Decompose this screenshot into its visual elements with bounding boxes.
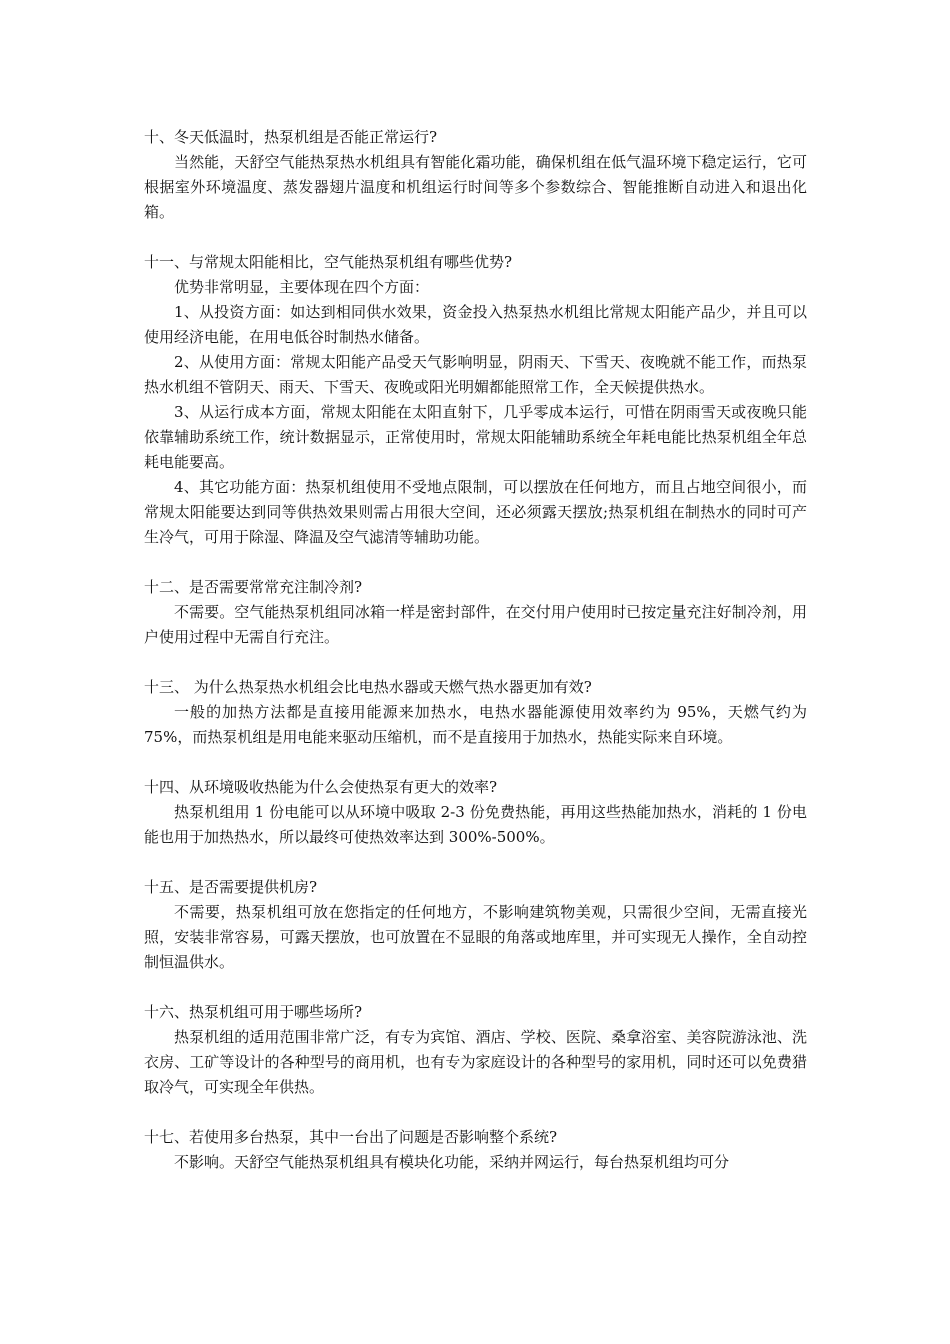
paragraph: 3、从运行成本方面，常规太阳能在太阳直射下，几乎零成本运行，可惜在阴雨雪天或夜晚只能依靠辅助系统工作，统计数据显示，正常使用时，常规太阳能辅助系统全年耗电能比热泵机组全年总耗电能要高。 xyxy=(144,403,807,471)
faq-section-11 xyxy=(144,250,807,550)
section-heading: 十六、热泵机组可用于哪些场所? xyxy=(144,1003,363,1021)
faq-section-16 xyxy=(144,1000,807,1100)
paragraph: 优势非常明显，主要体现在四个方面： xyxy=(174,278,430,296)
faq-section-10 xyxy=(144,125,807,225)
section-heading: 十、冬天低温时，热泵机组是否能正常运行? xyxy=(144,128,438,146)
paragraph: 当然能，天舒空气能热泵热水机组具有智能化霜功能，确保机组在低气温环境下稳定运行，它可根据室外环境温度、蒸发器翅片温度和机组运行时间等多个参数综合、智能推断自动进入和退出化箱。 xyxy=(144,153,807,221)
section-heading: 十七、若使用多台热泵，其中一台出了问题是否影响整个系统? xyxy=(144,1128,558,1146)
faq-section-12 xyxy=(144,575,807,650)
paragraph: 2、从使用方面：常规太阳能产品受天气影响明显，阴雨天、下雪天、夜晚就不能工作，而热泵热水机组不管阴天、雨天、下雪天、夜晚或阳光明媚都能照常工作，全天候提供热水。 xyxy=(144,353,807,396)
paragraph: 热泵机组用 1 份电能可以从环境中吸取 2-3 份免费热能，再用这些热能加热水，消耗的 1 份电能也用于加热热水，所以最终可使热效率达到 300%-500%。 xyxy=(144,803,807,846)
paragraph: 4、其它功能方面：热泵机组使用不受地点限制，可以摆放在任何地方，而且占地空间很小，而常规太阳能要达到同等供热效果则需占用很大空间，还必须露天摆放;热泵机组在制热水的同时可产生冷气，可用于除湿、降温及空气滤清等辅助功能。 xyxy=(144,478,807,546)
paragraph: 热泵机组的适用范围非常广泛，有专为宾馆、酒店、学校、医院、桑拿浴室、美容院游泳池、洗衣房、工矿等设计的各种型号的商用机，也有专为家庭设计的各种型号的家用机，同时还可以免费猎取冷气，可实现全年供热。 xyxy=(144,1028,807,1096)
faq-section-13 xyxy=(144,675,807,750)
section-heading: 十一、与常规太阳能相比，空气能热泵机组有哪些优势? xyxy=(144,253,513,271)
section-heading: 十五、是否需要提供机房? xyxy=(144,878,318,896)
faq-section-14 xyxy=(144,775,807,850)
section-heading: 十四、从环境吸收热能为什么会使热泵有更大的效率? xyxy=(144,778,498,796)
faq-section-15 xyxy=(144,875,807,975)
paragraph: 1、从投资方面：如达到相同供水效果，资金投入热泵热水机组比常规太阳能产品少，并且可以使用经济电能，在用电低谷时制热水储备。 xyxy=(144,303,807,346)
paragraph: 不需要，热泵机组可放在您指定的任何地方，不影响建筑物美观，只需很少空间，无需直接光照，安装非常容易，可露天摆放，也可放置在不显眼的角落或地库里，并可实现无人操作，全自动控制恒温供水。 xyxy=(144,903,807,971)
section-heading: 十三、 为什么热泵热水机组会比电热水器或天燃气热水器更加有效? xyxy=(144,678,592,696)
faq-section-17 xyxy=(144,1125,807,1175)
paragraph: 不需要。空气能热泵机组同冰箱一样是密封部件，在交付用户使用时已按定量充注好制冷剂，用户使用过程中无需自行充注。 xyxy=(144,603,807,646)
paragraph: 不影响。天舒空气能热泵机组具有模块化功能，采纳并网运行，每台热泵机组均可分 xyxy=(174,1153,730,1171)
paragraph: 一般的加热方法都是直接用能源来加热水，电热水器能源使用效率约为 95%，天燃气约为 75%，而热泵机组是用电能来驱动压缩机，而不是直接用于加热水，热能实际来自环境。 xyxy=(144,703,807,746)
section-heading: 十二、是否需要常常充注制冷剂? xyxy=(144,578,363,596)
